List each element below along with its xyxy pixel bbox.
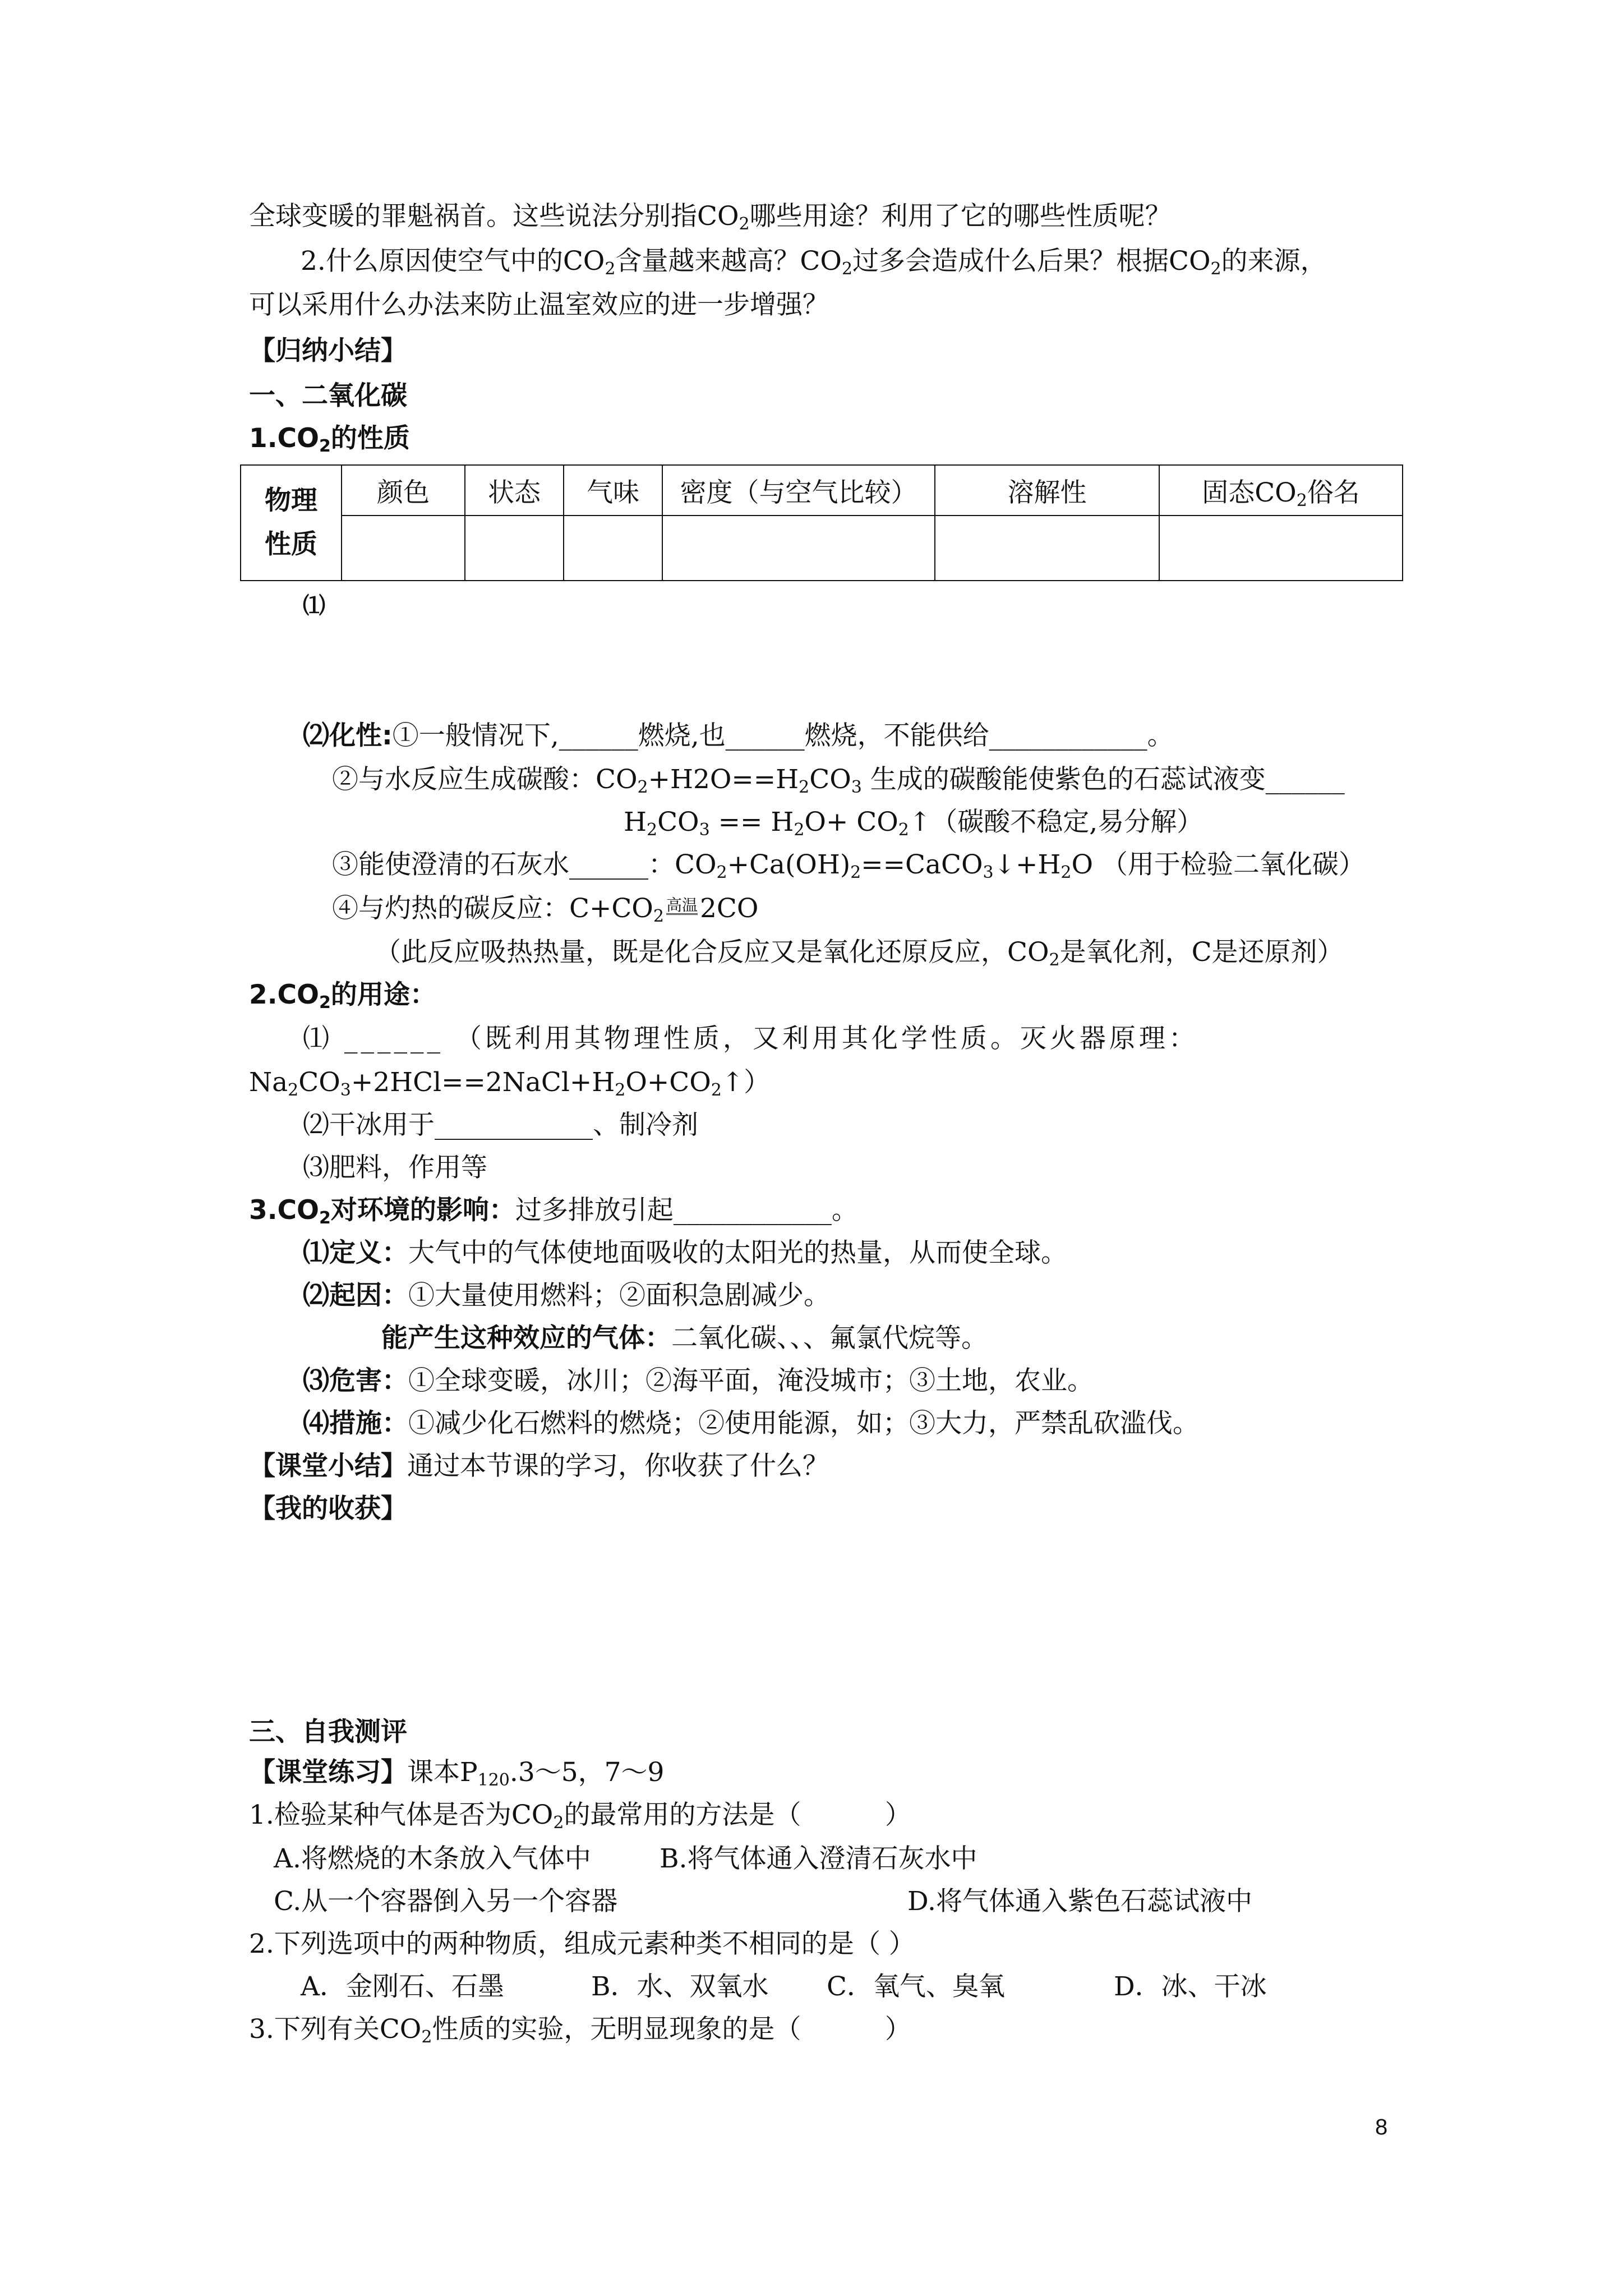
section-heading-co2: 一、二氧化碳 [249, 380, 407, 411]
col-header-density: 密度（与空气比较） [662, 465, 935, 516]
question-line-2: 2.什么原因使空气中的$CO_2$含量越来越高？$CO_2$过多会造成什么后果？根据$CO_2$的来源， [301, 246, 1327, 279]
question-3: 3.下列有关$CO_2$性质的实验，无明显现象的是（ ） [249, 2014, 911, 2047]
measure-line: ⑷措施：①减少化石燃料的燃烧；②使用能源，如；③大力，严禁乱砍滥伐。 [303, 1408, 1199, 1439]
page-number: 8 [1375, 2115, 1388, 2139]
table-cell [935, 516, 1159, 581]
item-marker-1: ⑴ [303, 593, 325, 619]
my-gain-heading: 【我的收获】 [249, 1493, 407, 1524]
practice-line: 【课堂练习】课本$P_{120}.3\sim 5$，7～9 [249, 1757, 665, 1790]
col-header-color: 颜色 [342, 465, 465, 516]
col-header-state: 状态 [465, 465, 564, 516]
question-line-1: 全球变暖的罪魁祸首。这些说法分别指$CO_2$哪些用途？利用了它的哪些性质呢？ [249, 201, 1172, 234]
table-cell [564, 516, 662, 581]
col-header-solubility: 溶解性 [935, 465, 1159, 516]
harm-line: ⑶危害：①全球变暖，冰川；②海平面，淹没城市；③土地，农业。 [303, 1365, 1094, 1396]
col-header-common-name: 固态$CO_2$俗名 [1159, 465, 1403, 516]
cause-line: ⑵起因：①大量使用燃料；②面积急剧减少。 [303, 1280, 830, 1311]
use-line-1b: $Na_2CO_3+2HCl==2NaCl+H_2O+CO_2↑$） [249, 1067, 771, 1100]
question-2-option-a: A．金刚石、石墨 [301, 1971, 504, 2002]
section-heading-self-assessment: 三、自我测评 [249, 1717, 407, 1747]
use-line-3: ⑶肥料，作用等 [303, 1152, 487, 1183]
question-2: 2.下列选项中的两种物质，组成元素种类不相同的是（ ） [249, 1929, 915, 1959]
table-cell [342, 516, 465, 581]
chem-property-line-1: ⑵化性:①一般情况下,______燃烧,也______燃烧，不能供给____________。 [303, 720, 1174, 751]
question-1-option-d: D.将气体通入紫色石蕊试液中 [907, 1886, 1252, 1917]
chem-property-line-2: ②与水反应生成碳酸：$CO_2+H2O==H_2CO_3$ 生成的碳酸能使紫色的石蕊试液变______ [332, 764, 1345, 797]
row-header-physical: 物理 性质 [241, 465, 342, 581]
question-2-option-c: C．氧气、臭氧 [827, 1971, 1005, 2002]
environment-line: $3.CO_2$对环境的影响：过多排放引起____________。 [249, 1195, 858, 1228]
table-cell [465, 516, 564, 581]
question-1-option-a: A.将燃烧的木条放入气体中 [274, 1843, 591, 1874]
table-cell [662, 516, 935, 581]
table-cell [1159, 516, 1403, 581]
use-line-1: ⑴ ______ （既利用其物理性质，又利用其化学性质。灭火器原理： [303, 1023, 1198, 1054]
question-1-option-b: B.将气体通入澄清石灰水中 [660, 1843, 978, 1874]
chem-property-line-4: ③能使澄清的石灰水______：$CO_2+Ca(OH)_2==CaCO_3↓+H_2O$ （用于检验二氧化碳） [332, 849, 1365, 882]
question-2-option-d: D．冰、干冰 [1114, 1971, 1267, 2002]
question-2-option-b: B．水、双氧水 [591, 1971, 769, 2002]
class-summary-line: 【课堂小结】通过本节课的学习，你收获了什么？ [249, 1451, 829, 1481]
definition-line: ⑴定义：大气中的气体使地面吸收的太阳光的热量，从而使全球。 [303, 1237, 1067, 1268]
uses-title: $2.CO_2$的用途： [249, 979, 436, 1013]
question-1: 1.检验某种气体是否为$CO_2$的最常用的方法是（ ） [249, 1800, 911, 1833]
use-line-2: ⑵干冰用于____________、制冷剂 [303, 1110, 698, 1140]
chem-property-line-5: ④与灼热的碳反应：$C+CO_2$高温2CO [332, 893, 759, 926]
properties-table [240, 464, 1403, 581]
col-header-odor: 气味 [564, 465, 662, 516]
properties-title: $1.CO_2$的性质 [249, 423, 410, 456]
summary-heading: 【归纳小结】 [249, 335, 407, 366]
chem-property-line-6: （此反应吸热热量，既是化合反应又是氧化还原反应，$CO_2$是氧化剂，C是还原剂） [375, 937, 1344, 970]
question-line-3: 可以采用什么办法来防止温室效应的进一步增强？ [249, 289, 829, 320]
gases-line: 能产生这种效应的气体：二氧化碳、、、氟氯代烷等。 [381, 1323, 988, 1354]
question-1-option-c: C.从一个容器倒入另一个容器 [274, 1886, 618, 1917]
chem-property-line-3: $H_2CO_3 == H_2O+$ $CO_2↑$（碳酸不稳定,易分解） [624, 807, 1204, 840]
